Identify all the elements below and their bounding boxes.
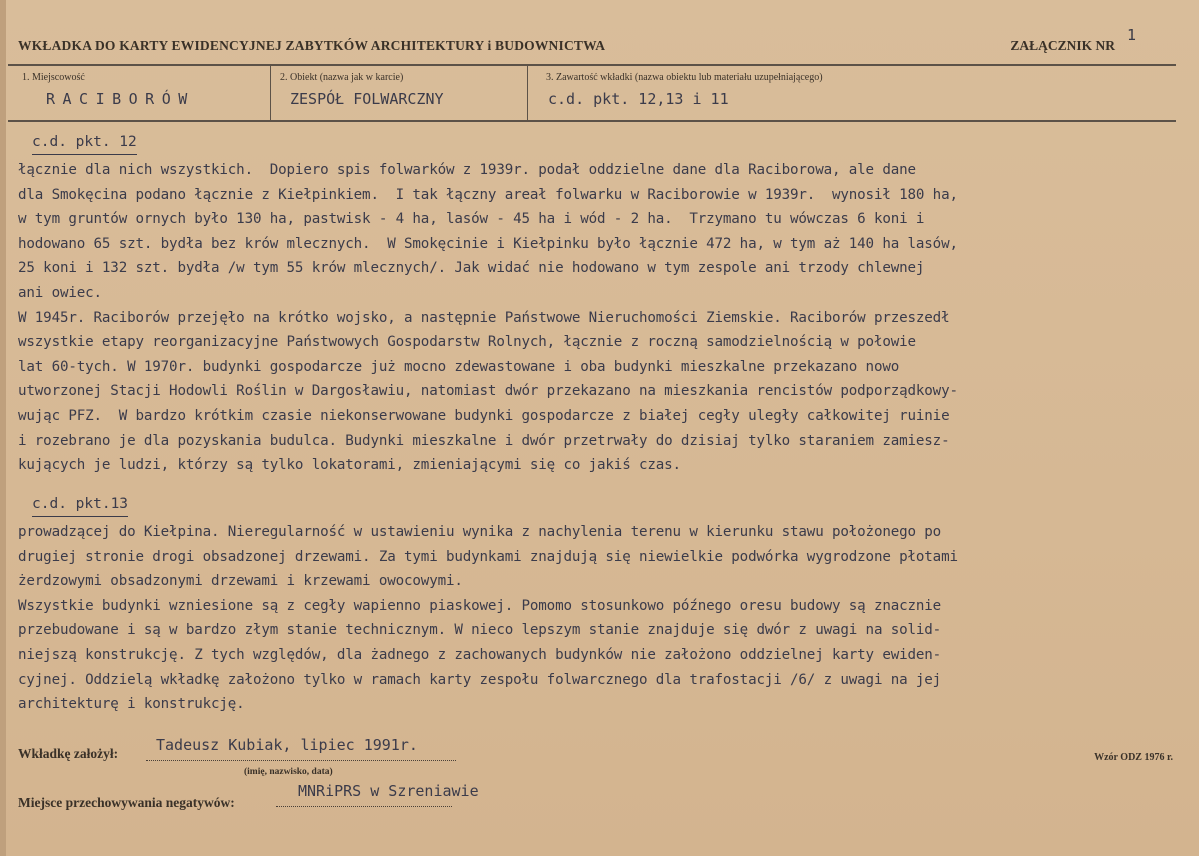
form-title: WKŁADKA DO KARTY EWIDENCYJNEJ ZABYTKÓW ARCHITEKTURY i BUDOWNICTWA xyxy=(18,38,606,53)
place-value: RACIBORÓW xyxy=(46,90,195,108)
text-line: utworzonej Stacji Hodowli Roślin w Dargosławiu, natomiast dwór przekazano na mieszkania rencistów podporządkowy- xyxy=(18,383,958,400)
text-line: i rozebrano je dla pozyskania budulca. Budynki mieszkalne i dwór przetrwały do dzisiaj tylko staraniem zamiesz- xyxy=(18,432,950,449)
field-divider-2 xyxy=(527,66,528,120)
place-label: 1. Miejscowość xyxy=(22,72,85,83)
section-body xyxy=(18,158,1190,478)
content-label: 3. Zawartość wkładki (nazwa obiektu lub materiału uzupełniającego) xyxy=(546,72,823,83)
annex-number: 1 xyxy=(1127,26,1137,44)
negatives-label: Miejsce przechowywania negatywów: xyxy=(18,795,235,810)
section-heading xyxy=(32,134,137,150)
text-line: lat 60-tych. W 1970r. budynki gospodarcze już mocno zdewastowane i oba budynki mieszkalne przekazano nowo xyxy=(18,358,900,375)
text-line: wując PFZ. W bardzo krótkim czasie niekonserwowane budynki gospodarcze z białej cegły uległy całkowitej ruinie xyxy=(18,407,950,424)
form-code: Wzór ODZ 1976 r. xyxy=(1094,752,1173,763)
author-label: Wkładkę założył: xyxy=(18,746,119,761)
text-line: żerdzowymi obsadzonymi drzewami i krzewami owocowymi. xyxy=(18,573,463,590)
text-line: drugiej stronie drogi obsadzonej drzewami. Za tymi budynkami znajdują się niewielkie podwórka wygrodzone płotami xyxy=(18,548,958,565)
field-divider-1 xyxy=(270,66,271,120)
section-heading-text: c.d. pkt. 12 xyxy=(32,134,137,150)
section-heading-text: c.d. pkt.13 xyxy=(32,496,129,512)
card-edge xyxy=(0,0,6,856)
text-line: wszystkie etapy reorganizacyjne Państwowych Gospodarstw Rolnych, łącznie z roczną samodzielnością w połowie xyxy=(18,334,916,351)
negatives-line xyxy=(276,806,452,807)
object-value: ZESPÓŁ FOLWARCZNY xyxy=(290,90,444,108)
object-label: 2. Obiekt (nazwa jak w karcie) xyxy=(280,72,404,83)
text-line: łącznie dla nich wszystkich. Dopiero spis folwarków z 1939r. podał oddzielne dane dla Raciborowa, ale dane xyxy=(18,162,916,178)
text-line: 25 koni i 132 szt. bydła /w tym 55 krów mlecznych/. Jak widać nie hodowano w tym zespole ani trzody chlewnej xyxy=(18,260,925,277)
author-line xyxy=(146,760,456,761)
text-line: niejszą konstrukcję. Z tych względów, dla żadnego z zachowanych budynków nie założono oddzielnej karty ewiden- xyxy=(18,646,942,663)
text-line: Wszystkie budynki wzniesione są z cegły wapienno piaskowej. Pomomo stosunkowo późnego oresu budowy są znacznie xyxy=(18,597,942,614)
fields-rule xyxy=(8,120,1176,122)
negatives-value: MNRiPRS w Szreniawie xyxy=(298,782,479,800)
text-line: prowadzącej do Kiełpina. Nieregularność w ustawieniu wynika z nachylenia terenu w kierunku stawu położonego po xyxy=(18,524,942,540)
text-line: ani owiec. xyxy=(18,284,102,301)
text-line: kujących je ludzi, którzy są tylko lokatorami, zmieniającymi się co jakiś czas. xyxy=(18,457,681,474)
content-value: c.d. pkt. 12,13 i 11 xyxy=(548,90,729,108)
text-line: w tym gruntów ornych było 130 ha, pastwisk - 4 ha, lasów - 45 ha i wód - 2 ha. Trzymano tu wówczas 6 koni i xyxy=(18,211,925,228)
section-heading xyxy=(32,496,128,512)
author-hint: (imię, nazwisko, data) xyxy=(244,767,333,777)
header-rule xyxy=(8,64,1176,66)
annex-label: ZAŁĄCZNIK NR xyxy=(1010,38,1115,53)
text-line: przebudowane i są w bardzo złym stanie technicznym. W nieco lepszym stanie znajduje się dwór z uwagi na solid- xyxy=(18,622,942,639)
text-line: W 1945r. Raciborów przejęło na krótko wojsko, a następnie Państwowe Nieruchomości Ziemskie. Raciborów przeszedł xyxy=(18,309,950,326)
author-value: Tadeusz Kubiak, lipiec 1991r. xyxy=(156,736,418,754)
text-line: hodowano 65 szt. bydła bez krów mlecznych. W Smokęcinie i Kiełpinku było łącznie 472 ha, w tym aż 140 ha lasów, xyxy=(18,235,958,252)
text-line: architekturę i konstrukcję. xyxy=(18,696,245,713)
text-line: dla Smokęcina podano łącznie z Kiełpinkiem. I tak łączny areał folwarku w Raciborowie w 1939r. wynosił 180 ha, xyxy=(18,186,958,203)
text-line: cyjnej. Oddzielą wkładkę założono tylko w ramach karty zespołu folwarcznego dla trafostacji /6/ z uwagi na jej xyxy=(18,671,942,688)
section-body xyxy=(18,520,1190,717)
